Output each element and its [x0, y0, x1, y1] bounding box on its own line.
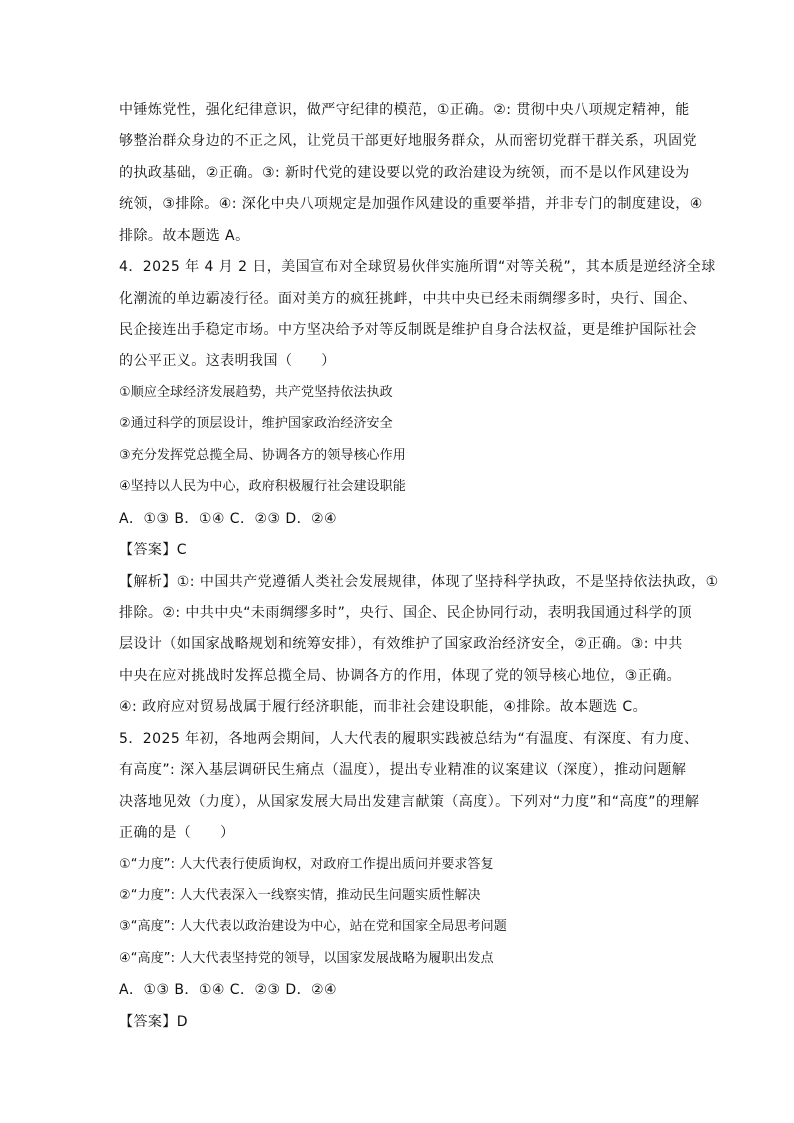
text-line: 的执政基础，②正确。③: 新时代党的建设要以党的政治建设为统领，而不是以作风建设为	[119, 165, 690, 181]
text-line: 够整治群众身边的不正之风，让党员干部更好地服务群众，从而密切党群干群关系，巩固党	[119, 133, 697, 149]
question-5-stem: 有高度”: 深入基层调研民生痛点（温度），提出专业精准的议案建议（深度），推动问题解	[119, 762, 687, 778]
question-4-analysis: 【解析】①: 中国共产党遵循人类社会发展规律，体现了坚持科学执政，不是坚持依法执政，①	[119, 574, 719, 590]
question-5-choices: A．①③ B．①④ C．②③ D．②④	[119, 982, 338, 998]
question-4-statement: ①顺应全球经济发展趋势，共产党坚持依法执政	[119, 385, 393, 400]
question-4-stem: 的公平正义。这表明我国（ ）	[119, 353, 336, 369]
question-4-analysis: 中央在应对挑战时发挥总揽全局、协调各方的作用，体现了党的领导核心地位，③正确。	[119, 668, 682, 684]
question-4-statement: ④坚持以人民为中心，政府积极履行社会建设职能	[119, 479, 406, 494]
question-4-answer: 【答案】C	[119, 542, 188, 558]
question-5-statement: ①“力度”: 人大代表行使质询权，对政府工作提出质问并要求答复	[119, 857, 494, 872]
question-5-stem: 5．2025 年初，各地两会期间，人大代表的履职实践被总结为“有温度、有深度、有力度、	[119, 731, 699, 747]
question-4-stem: 化潮流的单边霸凌行径。面对美方的疯狂挑衅，中共中央已经未雨绸缪多时，央行、国企、	[119, 291, 697, 307]
question-4-statement: ②通过科学的顶层设计，维护国家政治经济安全	[119, 416, 393, 431]
question-4-analysis: ④: 政府应对贸易战属于履行经济职能，而非社会建设职能，④排除。故本题选 C。	[119, 699, 648, 715]
question-4-stem: 民企接连出手稳定市场。中方坚决给予对等反制既是维护自身合法权益，更是维护国际社会	[119, 322, 697, 338]
question-5-stem: 决落地见效（力度），从国家发展大局出发建言献策（高度）。下列对“力度”和“高度”的理解	[119, 794, 700, 810]
text-line: 中锤炼党性，强化纪律意识，做严守纪律的模范，①正确。②: 贯彻中央八项规定精神，能	[119, 102, 690, 118]
question-5-statement: ③“高度”: 人大代表以政治建设为中心，站在党和国家全局思考问题	[119, 919, 507, 934]
question-5-answer: 【答案】D	[119, 1014, 189, 1030]
question-5-stem: 正确的是（ ）	[119, 825, 235, 841]
question-4-analysis: 排除。②: 中共中央“未雨绸缪多时”，央行、国企、民企协同行动，表明我国通过科学的顶	[119, 605, 693, 621]
question-4-choices: A．①③ B．①④ C．②③ D．②④	[119, 511, 338, 527]
question-4-analysis: 层设计（如国家战略规划和统筹安排），有效维护了国家政治经济安全，②正确。③: 中共	[119, 636, 683, 652]
question-4-statement: ③充分发挥党总揽全局、协调各方的领导核心作用	[119, 448, 406, 463]
question-4-stem: 4．2025 年 4 月 2 日，美国宣布对全球贸易伙伴实施所谓“对等关税”，其本质是逆经济全球	[119, 259, 716, 275]
text-line: 排除。故本题选 A。	[119, 228, 250, 244]
question-5-statement: ④“高度”: 人大代表坚持党的领导，以国家发展战略为履职出发点	[119, 951, 494, 966]
text-line: 统领，③排除。④: 深化中央八项规定是加强作风建设的重要举措，并非专门的制度建设，④	[119, 196, 703, 212]
question-5-statement: ②“力度”: 人大代表深入一线察实情，推动民生问题实质性解决	[119, 888, 481, 903]
